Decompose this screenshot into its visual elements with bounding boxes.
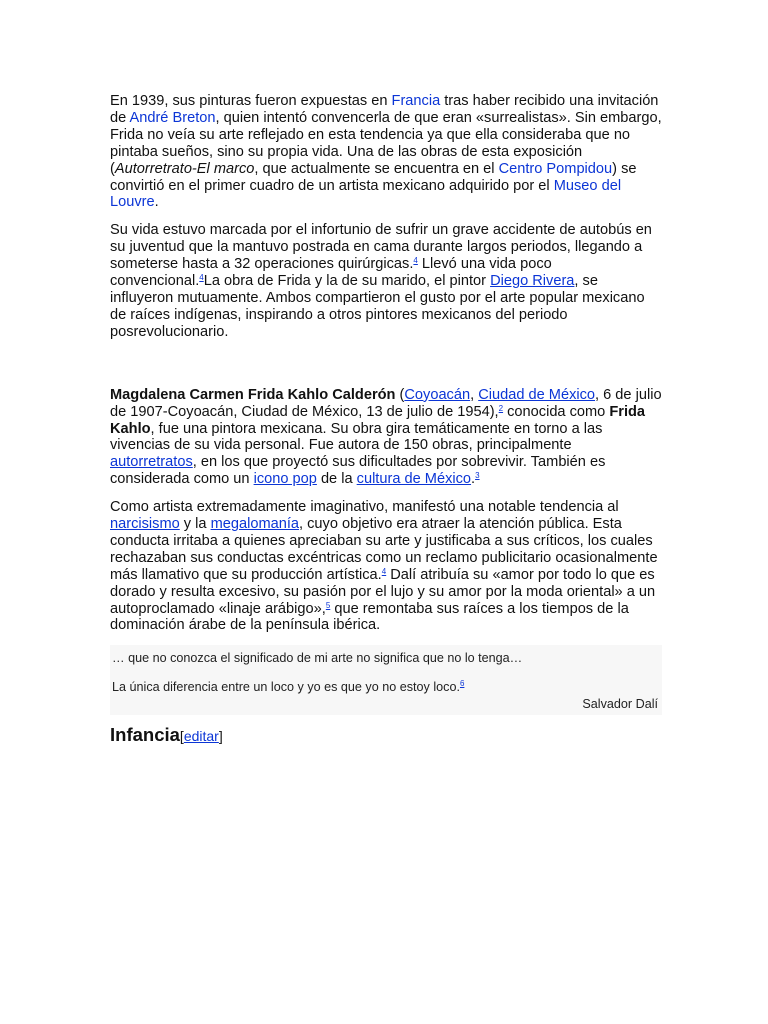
link-megalomania[interactable]: megalomanía [210, 516, 300, 533]
paragraph-vida [110, 222, 662, 340]
link-ciudad-de-mexico[interactable]: Ciudad de México [478, 386, 596, 403]
link-centro-pompidou[interactable]: Centro Pompidou [498, 160, 613, 177]
reference-link[interactable]: 5 [325, 600, 331, 610]
reference-link[interactable]: 4 [199, 273, 204, 283]
text: , en los que proyectó sus dificultades por sobrevivir. También es considerada como un [110, 454, 606, 488]
text: Dalí atribuía su «amor por todo lo que es dorado y resulta excesivo, su pasión por el lujo y su amor por la moda oriental» a un autoproclamado «linaje arábigo», [110, 566, 656, 617]
link-diego-rivera[interactable]: Diego Rivera [490, 273, 575, 290]
edit-section [180, 728, 223, 744]
edit-link[interactable]: editar [183, 728, 219, 745]
text: y la [179, 516, 211, 533]
link-narcisismo[interactable]: narcisismo [110, 516, 180, 533]
quote-line-1: … que no conozca el significado de mi arte no significa que no lo tenga… [112, 651, 523, 666]
text: La obra de Frida y la de su marido, el pintor [203, 273, 491, 290]
short-name: Frida Kahlo [110, 403, 646, 437]
paragraph-intro-frida [110, 387, 662, 488]
text: , cuyo objetivo era atraer la atención pública. Esta conducta irritaba a quienes apreciaban su arte y justificaba a sus críticos, los cuales rechazaban sus conductas excéntricas como un reclamo publicitario ocasionalmente más llamativo que su producción artística. [110, 516, 658, 583]
quote-box [110, 645, 662, 715]
reference-link[interactable]: 6 [459, 679, 465, 689]
link-coyoacan[interactable]: Coyoacán [404, 386, 471, 403]
text: tras haber recibido una invitación de [110, 93, 659, 126]
bracket: [ [179, 728, 184, 745]
link-cultura-de-mexico[interactable]: cultura de México [356, 471, 472, 488]
artwork-title: Autorretrato-El marco [114, 160, 255, 177]
reference-link[interactable]: 4 [413, 256, 418, 266]
text: que remontaba sus raíces a los tiempos de la dominación árabe de la península ibérica. [110, 600, 629, 634]
reference-3[interactable] [475, 471, 479, 480]
text: . [471, 471, 476, 488]
full-name: Magdalena Carmen Frida Kahlo Calderón [110, 386, 396, 403]
text: , que actualmente se encuentra en el [254, 160, 499, 177]
reference-link[interactable]: 2 [498, 403, 504, 413]
text: Como artista extremadamente imaginativo, manifestó una notable tendencia al [110, 499, 619, 516]
text: En 1939, sus pinturas fueron expuestas en [110, 93, 392, 109]
reference-link[interactable]: 4 [381, 566, 387, 576]
text: , se influyeron mutuamente. Ambos compartieron el gusto por el arte popular mexicano de raíces indígenas, inspirando a otros pintores mexicanos del periodo posrevolucionario. [110, 273, 645, 340]
text: . [154, 194, 159, 211]
quote-line-2 [112, 680, 658, 695]
link-francia[interactable]: Francia [391, 93, 441, 109]
heading-text: Infancia [110, 724, 180, 746]
text: ) se convirtió en el primer cuadro de un artista mexicano adquirido por el [110, 160, 637, 194]
text: , fue una pintora mexicana. Su obra gira temáticamente en torno a las vivencias de su vida personal. Fue autora de 150 obras, principalmente [110, 420, 603, 454]
text: Su vida estuvo marcada por el infortunio de sufrir un grave accidente de autobús en su juventud que la mantuvo postrada en cama durante largos periodos, llegando a someterse hasta a 32 operaciones quirúrgicas. [110, 222, 652, 273]
paragraph-exposicion-francia [110, 93, 662, 211]
link-autorretratos[interactable]: autorretratos [110, 454, 193, 471]
link-icono-pop[interactable]: icono pop [253, 471, 317, 488]
text: La única diferencia entre un loco y yo es que yo no estoy loco. [112, 680, 460, 695]
section-gap [110, 352, 662, 387]
text: ( [395, 386, 405, 403]
reference-6[interactable] [460, 679, 464, 688]
text: , [470, 386, 479, 403]
text: , 6 de julio de 1907-Coyoacán, Ciudad de México, 13 de julio de 1954), [110, 386, 662, 420]
text: de la [316, 471, 357, 488]
link-museo-louvre[interactable]: Museo del Louvre [110, 177, 622, 211]
text: Llevó una vida poco convencional. [110, 256, 552, 290]
reference-link[interactable]: 3 [475, 471, 480, 481]
text: , quien intentó convencerla de que eran «surrealistas». Sin embargo, Frida no veía su arte reflejado en esta tendencia ya que ella consideraba que no pintaba sueños, sino su propia vida. Una de las obras de esta exposición ( [110, 109, 662, 177]
section-heading-infancia [110, 724, 662, 747]
article-content [110, 93, 662, 747]
text: conocida como [503, 403, 610, 420]
quote-author: Salvador Dalí [582, 697, 658, 712]
paragraph-artista-imaginativo [110, 499, 662, 634]
bracket: ] [218, 728, 223, 745]
link-andre-breton[interactable]: André Breton [129, 109, 216, 126]
